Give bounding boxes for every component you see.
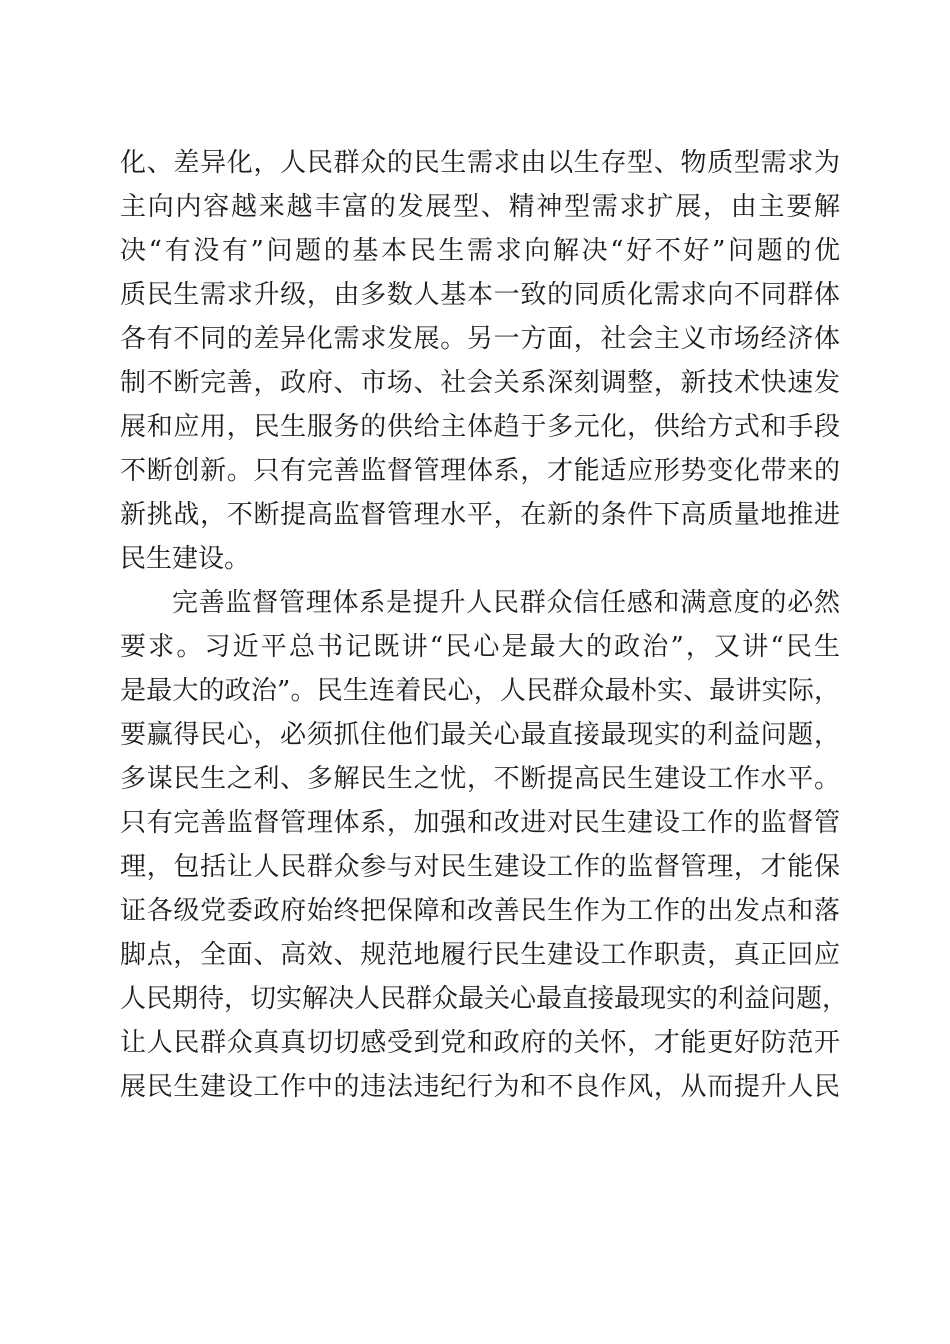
paragraph-line: 要求。习近平总书记既讲“民心是最大的政治”，又讲“民生 xyxy=(120,632,840,662)
paragraph-1 xyxy=(120,141,840,581)
paragraph-line: 展民生建设工作中的违法违纪行为和不良作风，从而提升人民 xyxy=(120,1072,840,1102)
paragraph-line: 化、差异化，人民群众的民生需求由以生存型、物质型需求为 xyxy=(120,148,840,178)
paragraph-line: 各有不同的差异化需求发展。另一方面，社会主义市场经济体 xyxy=(120,324,840,354)
paragraph-line: 理，包括让人民群众参与对民生建设工作的监督管理，才能保 xyxy=(120,852,840,882)
paragraph-line: 脚点，全面、高效、规范地履行民生建设工作职责，真正回应 xyxy=(120,940,840,970)
paragraph-line: 只有完善监督管理体系，加强和改进对民生建设工作的监督管 xyxy=(120,808,840,838)
paragraph-line: 制不断完善，政府、市场、社会关系深刻调整，新技术快速发 xyxy=(120,368,840,398)
paragraph-line: 民生建设。 xyxy=(120,544,251,574)
paragraph-line: 新挑战，不断提高监督管理水平，在新的条件下高质量地推进 xyxy=(120,500,840,530)
paragraph-line: 证各级党委政府始终把保障和改善民生作为工作的出发点和落 xyxy=(120,896,840,926)
paragraph-line: 决“有没有”问题的基本民生需求向解决“好不好”问题的优 xyxy=(120,236,840,266)
paragraph-line: 质民生需求升级，由多数人基本一致的同质化需求向不同群体 xyxy=(120,280,840,310)
paragraph-line: 完善监督管理体系是提升人民群众信任感和满意度的必然 xyxy=(172,588,840,618)
paragraph-line: 主向内容越来越丰富的发展型、精神型需求扩展，由主要解 xyxy=(120,192,840,222)
body-text xyxy=(120,141,849,1109)
paragraph-line: 是最大的政治”。民生连着民心，人民群众最朴实、最讲实际， xyxy=(120,676,840,706)
paragraph-line: 展和应用，民生服务的供给主体趋于多元化，供给方式和手段 xyxy=(120,412,840,442)
paragraph-line: 多谋民生之利、多解民生之忧，不断提高民生建设工作水平。 xyxy=(120,764,840,794)
paragraph-line: 不断创新。只有完善监督管理体系，才能适应形势变化带来的 xyxy=(120,456,840,486)
paragraph-2 xyxy=(120,581,849,1109)
paragraph-line: 要赢得民心，必须抓住他们最关心最直接最现实的利益问题， xyxy=(120,720,840,750)
paragraph-line: 人民期待，切实解决人民群众最关心最直接最现实的利益问题， xyxy=(120,984,849,1014)
paragraph-line: 让人民群众真真切切感受到党和政府的关怀，才能更好防范开 xyxy=(120,1028,840,1058)
